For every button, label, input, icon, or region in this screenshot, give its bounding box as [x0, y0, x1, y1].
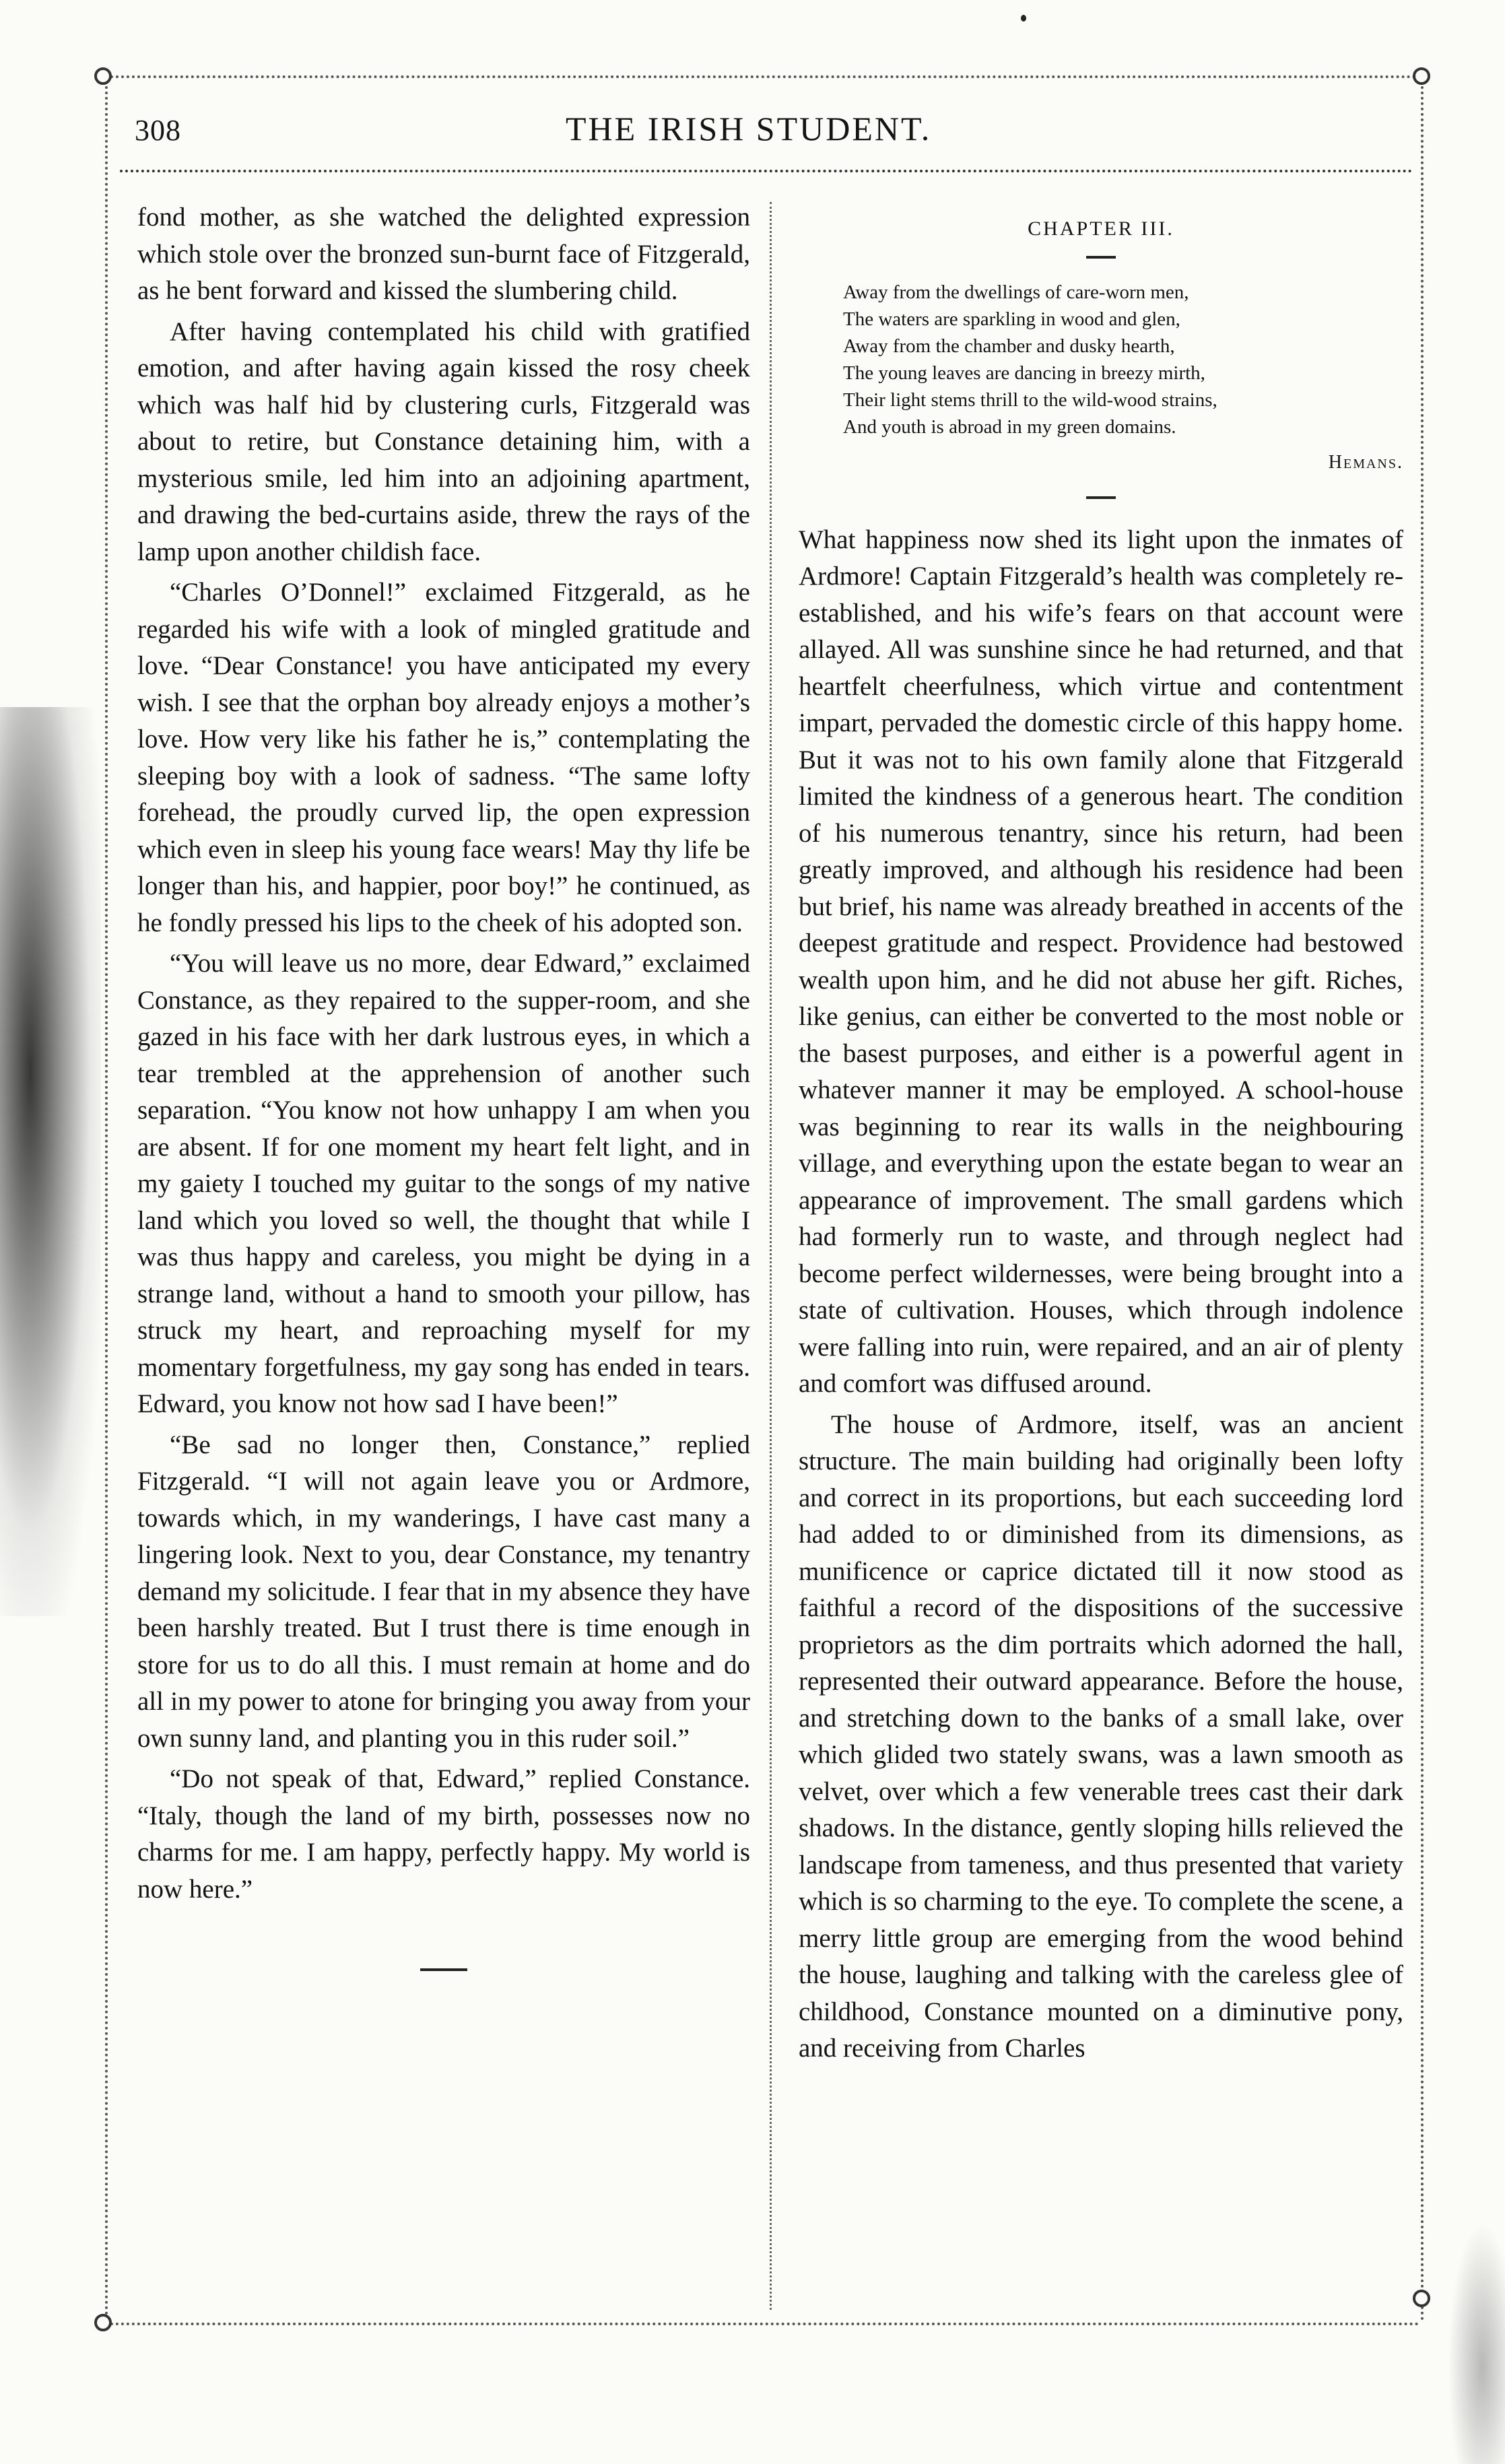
ink-speck [1021, 15, 1026, 22]
heading-rule [1086, 256, 1116, 259]
border-corner-ornament [94, 67, 112, 85]
epigraph-line: Away from the dwellings of care-worn men, [843, 281, 1189, 303]
epigraph-rule [1086, 496, 1116, 499]
paragraph: “You will leave us no more, dear Edward,” exclaimed Constance, as they repaired to the supper-room, and she gazed in his face with her dark lustrous eyes, in which a tear trembled at the apprehension of another such separation. “You know not how unhappy I am when you are absent. If for one moment my heart felt light, and in my gaiety I touched my guitar to the songs of my native land which you loved so well, the thought that while I was thus happy and careless, you might be dying in a strange land, without a hand to smooth your pillow, has struck my heart, and reproaching myself for my momentary forgetfulness, my gay song has ended in tears. Edward, you know not how sad I have been!” [137, 949, 750, 1418]
border-corner-ornament [1413, 2290, 1430, 2307]
epigraph-line: Their light stems thrill to the wild-wood strains, [843, 389, 1217, 411]
paragraph: “Be sad no longer then, Constance,” replied Fitzgerald. “I will not again leave you or Ardmore, towards which, in my wanderings, I have cast many a lingering look. Next to you, dear Constance, my tenantry demand my solicitude. I fear that in my absence they have been harshly treated. But I trust there is time enough in store for us to do all this. I must remain at home and do all in my power to atone for bringing you away from your own sunny land, and planting you in this ruder soil.” [137, 1430, 750, 1753]
epigraph-line: The young leaves are dancing in breezy mirth, [843, 362, 1205, 384]
ornamental-border-bottom [100, 2323, 1419, 2325]
ornamental-border-right [1421, 75, 1424, 2323]
page-edge-stain [0, 707, 101, 1616]
paragraph: “Do not speak of that, Edward,” replied Constance. “Italy, though the land of my birth, possesses now no charms for me. I am happy, perfectly happy. My world is now here.” [137, 1764, 750, 1904]
ornamental-border-top [100, 75, 1428, 78]
chapter-heading: CHAPTER III. [1028, 218, 1174, 240]
page-edge-stain-right [1448, 2222, 1505, 2464]
paragraph: The house of Ardmore, itself, was an ancient structure. The main building had originally been lofty and correct in its proportions, but each succeeding lord had added to or diminished from its dimensions, as munificence or caprice dictated till it now stood as faithful a record of the dispositions of the successive proprietors as the dim portraits which adorned the hall, represented their outward appearance. Before the house, and stretching down to the banks of a small lake, over which glided two stately swans, was a lawn smooth as velvet, over which a few venerable trees cast their dark shadows. In the distance, gently sloping hills relieved the landscape from tameness, and thus presented that variety which is so charming to the eye. To complete the scene, a merry little group are emerging from the wood behind the house, laughing and talking with the careless glee of childhood, Constance mounted on a diminutive pony, and receiving from Charles [799, 1409, 1403, 2063]
page-number: 308 [135, 114, 181, 147]
border-corner-ornament [94, 2314, 112, 2331]
epigraph-attribution: Hemans. [1328, 452, 1403, 473]
epigraph-line: And youth is abroad in my green domains. [843, 416, 1176, 438]
column-divider [770, 202, 772, 2310]
border-corner-ornament [1413, 67, 1430, 85]
left-column [137, 199, 750, 1971]
epigraph-line: The waters are sparkling in wood and glen, [843, 308, 1180, 330]
paragraph: “Charles O’Donnel!” exclaimed Fitzgerald, as he regarded his wife with a look of mingled gratitude and love. “Dear Constance! you have anticipated my every wish. I see that the orphan boy already enjoys a mother’s love. How very like his father he is,” contemplating the sleeping boy with a look of sadness. “The same lofty forehead, the proudly curved lip, the open expression which even in sleep his young face wears! May thy life be longer than his, and happier, poor boy!” he continued, as he fondly pressed his lips to the cheek of his adopted son. [137, 578, 750, 937]
epigraph-line: Away from the chamber and dusky hearth, [843, 335, 1175, 357]
header-rule [120, 170, 1413, 172]
paragraph: fond mother, as she watched the delighted expression which stole over the bronzed sun-burnt face of Fitzgerald, as he bent forward and kissed the slumbering child. [137, 203, 750, 305]
section-end-rule [420, 1968, 467, 1971]
epigraph [843, 279, 1403, 440]
paragraph: After having contemplated his child with gratified emotion, and after having again kissed the rosy cheek which was half hid by clustering curls, Fitzgerald was about to retire, but Constance detaining him, with a mysterious smile, led him into an adjoining apartment, and drawing the bed-curtains aside, threw the rays of the lamp upon another childish face. [137, 317, 750, 566]
ornamental-border-left [105, 75, 108, 2323]
right-column [799, 199, 1403, 2071]
paragraph: What happiness now shed its light upon the inmates of Ardmore! Captain Fitzgerald’s health was completely re-established, and his wife’s fears on that account were allayed. All was sunshine since he had returned, and that heartfelt cheerfulness, which virtue and contentment impart, pervaded the domestic circle of this happy home. But it was not to his own family alone that Fitzgerald limited the kindness of a generous heart. The condition of his numerous tenantry, since his return, had been greatly improved, and although his residence had been but brief, his name was already breathed in accents of the deepest gratitude and respect. Providence had bestowed wealth upon him, and he did not abuse her gift. Riches, like genius, can either be converted to the most noble or the basest purposes, and either is a powerful agent in whatever manner it may be employed. A school-house was beginning to rear its walls in the neighbouring village, and everything upon the estate began to wear an appearance of improvement. The small gardens which had formerly run to waste, and through neglect had become perfect wildernesses, were being brought into a state of cultivation. Houses, which through indolence were falling into ruin, were repaired, and an air of plenty and comfort was diffused around. [799, 525, 1403, 1398]
running-title: THE IRISH STUDENT. [566, 110, 932, 147]
